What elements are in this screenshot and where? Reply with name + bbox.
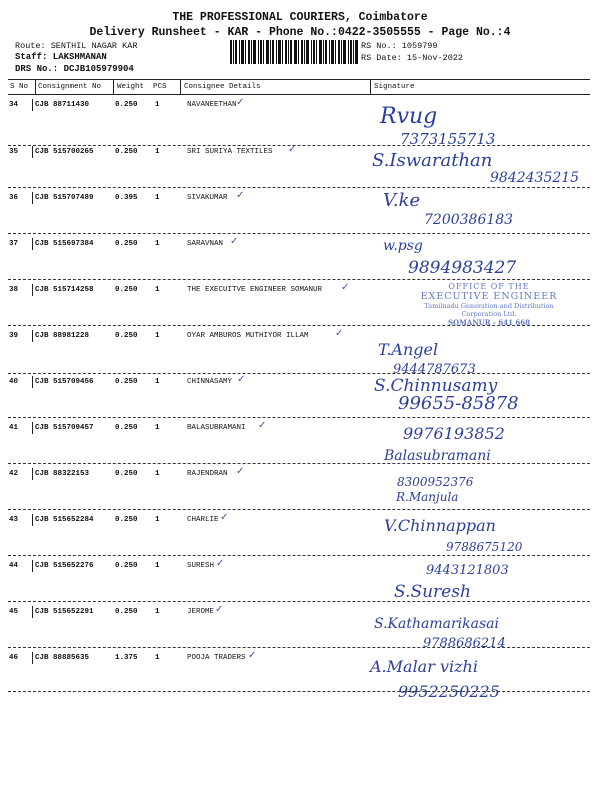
row-pcs: 1: [155, 470, 160, 478]
runsheet-subtitle: Delivery Runsheet - KAR - Phone No.:0422-3505555 - Page No.:4: [89, 26, 511, 39]
row-separator: [8, 187, 590, 188]
signature-phone: 9443121803: [426, 563, 509, 578]
col-header-pcs: PCS: [153, 83, 167, 91]
row-weight: 0.395: [115, 194, 138, 202]
row-separator: [8, 417, 590, 418]
row-weight: 0.250: [115, 424, 138, 432]
signature-phone: 9788675120: [446, 540, 523, 554]
table-row: [0, 650, 600, 700]
signature: S.Chinnusamy: [374, 376, 498, 396]
stamp-line: SOMANUR - 641 668: [447, 318, 531, 327]
row-divider: [32, 284, 33, 296]
row-consignment-no: CJB 515714258: [35, 286, 94, 294]
row-consignee: SRI SURIYA TEXTILES: [187, 148, 273, 156]
row-divider: [32, 652, 33, 664]
row-divider: [32, 560, 33, 572]
row-pcs: 1: [155, 424, 160, 432]
row-divider: [32, 192, 33, 204]
signature-phone: 7373155713: [400, 130, 496, 148]
row-separator: [8, 509, 590, 510]
row-divider: [32, 468, 33, 480]
signature: V.Chinnappan: [384, 516, 496, 535]
table-row: [0, 97, 600, 147]
row-divider: [32, 238, 33, 250]
row-pcs: 1: [155, 608, 160, 616]
row-consignee: THE EXECUITVE ENGINEER SOMANUR: [187, 286, 323, 294]
stamp-line: Tamilnadu Generation and Distribution Corporation Ltd.: [424, 302, 554, 318]
row-sno: 41: [9, 424, 19, 432]
row-separator: [8, 145, 590, 146]
col-header-sno: S No: [10, 83, 29, 91]
column-divider: [370, 79, 371, 94]
row-weight: 0.250: [115, 378, 138, 386]
row-divider: [32, 330, 33, 342]
row-weight: 0.250: [115, 332, 138, 340]
row-pcs: 1: [155, 148, 160, 156]
signature: Rvug: [380, 104, 438, 129]
row-consignment-no: CJB 515709456: [35, 378, 94, 386]
barcode-image: [230, 40, 358, 64]
row-weight: 0.250: [115, 101, 138, 109]
row-weight: 0.250: [115, 470, 138, 478]
signature: A.Malar vizhi: [370, 657, 478, 676]
signature-phone: 99655-85878: [398, 393, 519, 414]
row-consignment-no: CJB 88322153: [35, 470, 90, 478]
signature: R.Manjula: [396, 490, 459, 504]
row-pcs: 1: [155, 240, 160, 248]
signature: S.Suresh: [394, 582, 471, 602]
stamp-line: OFFICE OF THE: [448, 282, 530, 291]
row-divider: [32, 514, 33, 526]
check-mark-icon: ✓: [248, 650, 257, 661]
row-divider: [32, 606, 33, 618]
row-consignment-no: CJB 515700265: [35, 148, 94, 156]
check-mark-icon: ✓: [237, 374, 246, 385]
column-divider: [113, 79, 114, 94]
signature-phone: 9842435215: [490, 170, 580, 186]
drs-number: DRS No.: DCJB105979904: [15, 64, 134, 74]
signature-phone: 9788686214: [423, 636, 506, 651]
row-separator: [8, 691, 590, 692]
row-consignee: BALASUBRAMANI: [187, 424, 246, 432]
check-mark-icon: ✓: [236, 190, 245, 201]
row-consignee: POOJA TRADERS: [187, 654, 246, 662]
row-consignee: SIVAKUMAR: [187, 194, 228, 202]
row-sno: 40: [9, 378, 19, 386]
row-sno: 42: [9, 470, 19, 478]
signature-phone: 9976193852: [403, 424, 505, 443]
signature: Balasubramani: [384, 448, 491, 464]
row-consignee: CHARLIE: [187, 516, 219, 524]
row-separator: [8, 279, 590, 280]
rs-number: RS No.: 1059799: [361, 41, 438, 51]
row-separator: [8, 601, 590, 602]
row-separator: [8, 463, 590, 464]
row-weight: 0.250: [115, 608, 138, 616]
row-consignment-no: CJB 515697384: [35, 240, 94, 248]
signature-phone: 9444787673: [393, 362, 476, 377]
row-consignment-no: CJB 515652284: [35, 516, 94, 524]
row-sno: 38: [9, 286, 19, 294]
col-header-consignment: Consignment No: [38, 83, 102, 91]
check-mark-icon: ✓: [341, 282, 350, 293]
row-consignment-no: CJB 515707489: [35, 194, 94, 202]
row-weight: 0.250: [115, 240, 138, 248]
row-separator: [8, 647, 590, 648]
signature-phone: 9894983427: [408, 258, 517, 278]
row-pcs: 1: [155, 194, 160, 202]
row-consignee: OYAR AMBUROS MUTHIYOR ILLAM: [187, 332, 309, 340]
row-consignee: SARAVNAN: [187, 240, 224, 248]
row-consignee: NAVANEETHAN: [187, 101, 237, 109]
row-consignment-no: CJB 515652276: [35, 562, 94, 570]
row-consignment-no: CJB 515652291: [35, 608, 94, 616]
staff-label: Staff: LAKSHMANAN: [15, 52, 107, 62]
signature-phone: 8300952376: [397, 475, 474, 489]
row-separator: [8, 233, 590, 234]
row-separator: [8, 325, 590, 326]
row-weight: 0.250: [115, 516, 138, 524]
row-pcs: 1: [155, 332, 160, 340]
row-weight: 0.250: [115, 148, 138, 156]
table-top-rule: [8, 79, 590, 80]
stamp-line: EXECUTIVE ENGINEER: [420, 291, 558, 302]
signature: T.Angel: [378, 340, 439, 359]
row-pcs: 1: [155, 562, 160, 570]
row-pcs: 1: [155, 516, 160, 524]
row-sno: 45: [9, 608, 19, 616]
col-header-consignee: Consignee Details: [184, 83, 261, 91]
row-sno: 39: [9, 332, 19, 340]
row-weight: 1.375: [115, 654, 138, 662]
check-mark-icon: ✓: [230, 236, 239, 247]
col-header-weight: Weight: [117, 83, 145, 91]
row-sno: 37: [9, 240, 19, 248]
row-divider: [32, 146, 33, 158]
row-sno: 34: [9, 101, 19, 109]
row-consignee: JEROME: [187, 608, 215, 616]
signature-phone: 7200386183: [424, 212, 514, 228]
row-weight: 0.250: [115, 562, 138, 570]
row-consignee: RAJENDRAN: [187, 470, 228, 478]
table-row: [0, 328, 600, 378]
check-mark-icon: ✓: [288, 144, 297, 155]
row-pcs: 1: [155, 101, 160, 109]
row-sno: 46: [9, 654, 19, 662]
col-header-signature: Signature: [374, 83, 415, 91]
signature-phone: 9952250225: [398, 682, 500, 701]
row-pcs: 1: [155, 654, 160, 662]
check-mark-icon: ✓: [220, 512, 229, 523]
row-weight: 0.250: [115, 286, 138, 294]
row-separator: [8, 373, 590, 374]
row-consignment-no: CJB 88981228: [35, 332, 90, 340]
check-mark-icon: ✓: [258, 420, 267, 431]
row-pcs: 1: [155, 286, 160, 294]
row-consignment-no: CJB 515709457: [35, 424, 94, 432]
row-sno: 43: [9, 516, 19, 524]
row-consignment-no: CJB 88885635: [35, 654, 90, 662]
row-consignment-no: CJB 88711430: [35, 101, 90, 109]
check-mark-icon: ✓: [236, 466, 245, 477]
row-consignee: SURESH: [187, 562, 215, 570]
table-header-rule: [8, 94, 590, 95]
signature: V.ke: [383, 190, 421, 211]
runsheet-title: THE PROFESSIONAL COURIERS, Coimbatore: [172, 11, 428, 24]
signature: w.psg: [383, 238, 423, 254]
check-mark-icon: ✓: [236, 97, 245, 108]
signature: S.Kathamarikasai: [374, 616, 499, 632]
check-mark-icon: ✓: [215, 604, 224, 615]
row-separator: [8, 555, 590, 556]
check-mark-icon: ✓: [216, 558, 225, 569]
row-divider: [32, 99, 33, 111]
row-sno: 44: [9, 562, 19, 570]
row-sno: 35: [9, 148, 19, 156]
row-divider: [32, 376, 33, 388]
signature: S.Iswarathan: [372, 150, 493, 171]
row-sno: 36: [9, 194, 19, 202]
column-divider: [35, 79, 36, 94]
row-consignee: CHINNASAMY: [187, 378, 233, 386]
column-divider: [180, 79, 181, 94]
row-divider: [32, 422, 33, 434]
check-mark-icon: ✓: [335, 328, 344, 339]
row-pcs: 1: [155, 378, 160, 386]
route-label: Route: SENTHIL NAGAR KAR: [15, 41, 138, 51]
rs-date: RS Date: 15-Nov-2022: [361, 53, 464, 63]
